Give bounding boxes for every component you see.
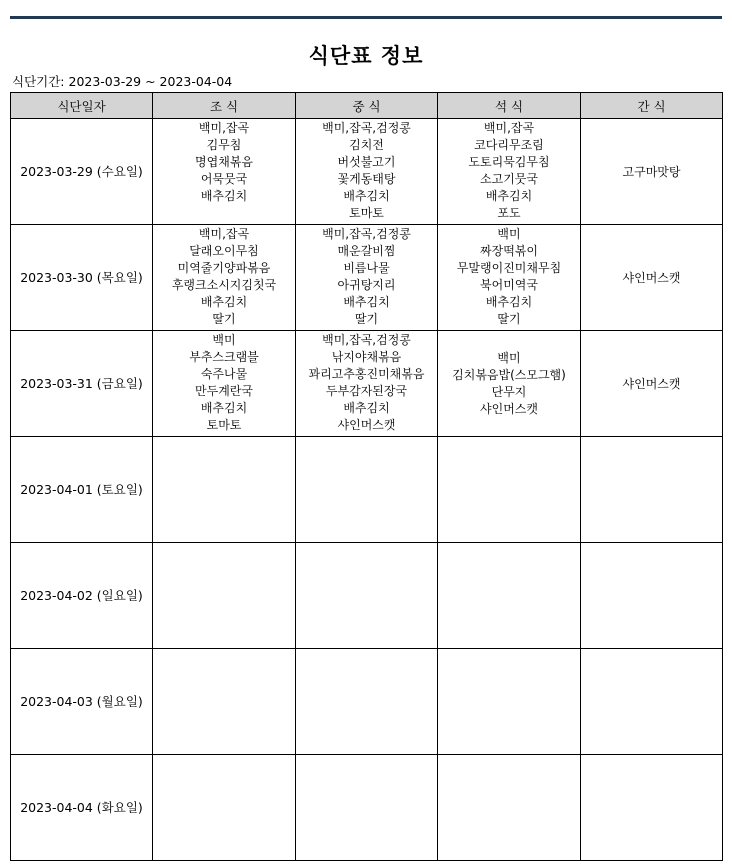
lunch-item: 백미,잡곡,검정콩 xyxy=(322,227,411,241)
lunch-item: 꽈리고추홍진미채볶음 xyxy=(308,367,425,381)
lunch-cell xyxy=(296,437,438,543)
dinner-cell xyxy=(438,649,581,755)
breakfast-item: 딸기 xyxy=(212,312,236,326)
table-row xyxy=(11,437,723,543)
table-row xyxy=(11,755,723,861)
lunch-item: 배추김치 xyxy=(343,295,390,309)
breakfast-item: 부추스크램블 xyxy=(189,350,259,364)
snack-cell xyxy=(581,755,723,861)
dinner-item: 무말랭이진미채무침 xyxy=(456,261,562,275)
dinner-cell xyxy=(438,755,581,861)
snack-cell xyxy=(581,331,723,437)
snack-cell xyxy=(581,225,723,331)
lunch-cell xyxy=(296,649,438,755)
meal-period: 식단기간: 2023-03-29 ~ 2023-04-04 xyxy=(12,74,233,89)
snack-cell xyxy=(581,119,723,225)
breakfast-item: 후랭크소시지김칫국 xyxy=(171,278,277,292)
breakfast-item: 만두계란국 xyxy=(195,384,253,398)
dinner-item: 소고기뭇국 xyxy=(480,172,538,186)
lunch-item: 매운갈비찜 xyxy=(337,244,396,258)
header-breakfast: 조 식 xyxy=(153,93,296,119)
table-header-row xyxy=(11,93,723,119)
dinner-item: 배추김치 xyxy=(485,189,533,203)
breakfast-cell xyxy=(153,119,296,225)
dinner-item: 포도 xyxy=(497,206,521,220)
table-row xyxy=(11,225,723,331)
snack-item: 고구마맛탕 xyxy=(622,164,681,179)
breakfast-cell xyxy=(153,755,296,861)
lunch-item: 두부감자된장국 xyxy=(325,384,408,398)
dinner-cell xyxy=(438,119,581,225)
lunch-item: 배추김치 xyxy=(343,401,390,415)
breakfast-cell xyxy=(153,543,296,649)
header-date: 식단일자 xyxy=(11,93,153,119)
top-divider xyxy=(10,16,722,19)
lunch-item: 토마토 xyxy=(349,206,384,220)
dinner-item: 짜장떡볶이 xyxy=(480,244,538,258)
lunch-cell xyxy=(296,225,438,331)
breakfast-cell xyxy=(153,331,296,437)
table-row xyxy=(11,543,723,649)
lunch-item: 아귀탕지리 xyxy=(337,278,396,292)
breakfast-item: 달래오이무침 xyxy=(189,244,259,258)
dinner-item: 배추김치 xyxy=(485,295,533,309)
breakfast-item: 백미 xyxy=(212,333,236,347)
dinner-item: 백미 xyxy=(497,351,521,365)
lunch-item: 샤인머스캣 xyxy=(337,418,396,432)
breakfast-item: 토마토 xyxy=(206,418,242,432)
dinner-cell xyxy=(438,543,581,649)
dinner-cell xyxy=(438,437,581,543)
lunch-item: 꽃게동태탕 xyxy=(337,172,396,186)
dinner-cell xyxy=(438,331,581,437)
breakfast-cell xyxy=(153,437,296,543)
page-title: 식단표 정보 xyxy=(308,44,424,68)
breakfast-item: 명엽채볶음 xyxy=(195,155,253,169)
lunch-cell xyxy=(296,331,438,437)
header-snack: 간 식 xyxy=(581,93,723,119)
dinner-item: 코다리무조림 xyxy=(474,138,544,152)
dinner-cell xyxy=(438,225,581,331)
meal-date: 2023-04-04 (화요일) xyxy=(11,755,153,861)
lunch-item: 낚지야채볶음 xyxy=(331,350,402,364)
lunch-cell xyxy=(296,119,438,225)
breakfast-item: 미역줄기양파볶음 xyxy=(177,261,271,275)
dinner-item: 도토리묵김무침 xyxy=(468,155,550,169)
breakfast-item: 어묵뭇국 xyxy=(200,172,248,186)
snack-item: 샤인머스캣 xyxy=(622,376,681,391)
lunch-item: 백미,잡곡,검정콩 xyxy=(322,121,411,135)
dinner-item: 김치볶음밥(스모그햄) xyxy=(452,368,566,382)
table-row xyxy=(11,331,723,437)
snack-cell xyxy=(581,543,723,649)
table-row xyxy=(11,649,723,755)
meal-date: 2023-03-31 (금요일) xyxy=(11,331,153,437)
lunch-item: 배추김치 xyxy=(343,189,390,203)
snack-cell xyxy=(581,649,723,755)
breakfast-item: 배추김치 xyxy=(200,295,248,309)
breakfast-cell xyxy=(153,649,296,755)
snack-item: 샤인머스캣 xyxy=(622,270,681,285)
breakfast-item: 백미,잡곡 xyxy=(198,227,250,241)
lunch-item: 백미,잡곡,검정콩 xyxy=(322,333,411,347)
meal-date: 2023-03-29 (수요일) xyxy=(11,119,153,225)
meal-date: 2023-04-03 (월요일) xyxy=(11,649,153,755)
breakfast-item: 백미,잡곡 xyxy=(198,121,250,135)
meal-date: 2023-04-02 (일요일) xyxy=(11,543,153,649)
table-row xyxy=(11,119,723,225)
meal-date: 2023-03-30 (목요일) xyxy=(11,225,153,331)
lunch-item: 딸기 xyxy=(354,312,379,326)
header-lunch: 중 식 xyxy=(296,93,438,119)
breakfast-item: 배추김치 xyxy=(200,401,248,415)
header-dinner: 석 식 xyxy=(438,93,581,119)
breakfast-item: 김무침 xyxy=(206,138,242,152)
dinner-item: 샤인머스캣 xyxy=(480,402,538,416)
dinner-item: 백미,잡곡 xyxy=(483,121,535,135)
lunch-cell xyxy=(296,755,438,861)
lunch-item: 비름나물 xyxy=(343,261,390,275)
snack-cell xyxy=(581,437,723,543)
lunch-item: 김치전 xyxy=(349,138,384,152)
breakfast-item: 숙주나물 xyxy=(200,367,248,381)
dinner-item: 북어미역국 xyxy=(480,278,538,292)
meal-table xyxy=(10,92,723,861)
dinner-item: 딸기 xyxy=(497,312,521,326)
dinner-item: 백미 xyxy=(497,227,521,241)
breakfast-cell xyxy=(153,225,296,331)
dinner-item: 단무지 xyxy=(491,385,527,399)
breakfast-item: 배추김치 xyxy=(200,189,248,203)
lunch-cell xyxy=(296,543,438,649)
meal-date: 2023-04-01 (토요일) xyxy=(11,437,153,543)
lunch-item: 버섯불고기 xyxy=(337,155,396,169)
